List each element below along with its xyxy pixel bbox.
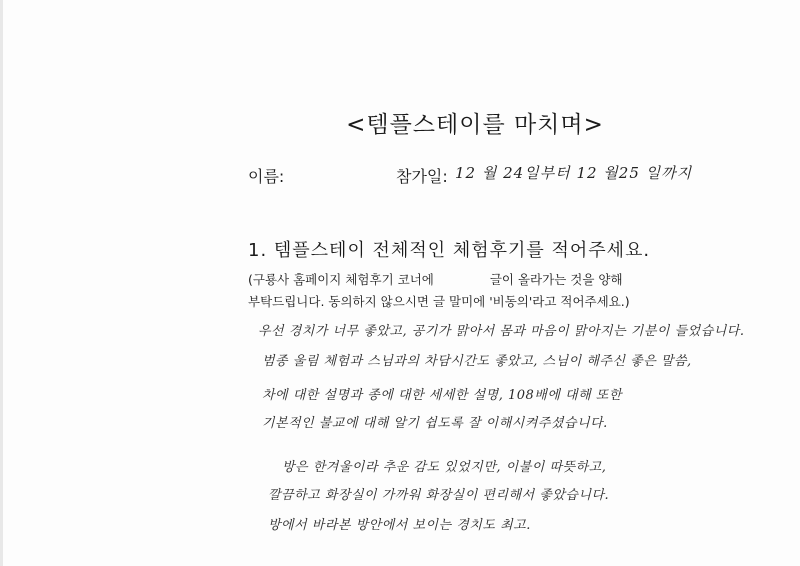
handwritten-line: 기본적인 불교에 대해 알기 쉽도록 잘 이해시켜주셨습니다. — [262, 416, 608, 431]
handwritten-line: 범종 울림 체험과 스님과의 차담시간도 좋았고, 스님이 해주신 좋은 말씀, — [262, 354, 692, 369]
handwritten-line: 깔끔하고 화장실이 가까워 화장실이 편리해서 좋았습니다. — [268, 488, 610, 503]
consent-note-part-2: 글이 올라가는 것을 양해 — [489, 272, 623, 287]
consent-note-part-1: (구룡사 홈페이지 체험후기 코너에 — [248, 272, 434, 287]
handwritten-line: 우선 경치가 너무 좋았고, 공기가 맑아서 몸과 마음이 맑아지는 기분이 들었습니다. — [258, 324, 745, 339]
consent-note-line-2: 부탁드립니다. 동의하지 않으시면 글 말미에 '비동의'라고 적어주세요.) — [248, 294, 630, 309]
handwritten-line: 방에서 바라본 방안에서 보이는 경치도 최고. — [268, 518, 531, 533]
document-title: <템플스테이를 마치며> — [346, 112, 604, 138]
scan-edge — [0, 0, 3, 566]
handwritten-line: 방은 한겨울이라 추운 감도 있었지만, 이불이 따뜻하고, — [282, 460, 607, 475]
name-label: 이름: — [248, 167, 285, 186]
participation-date-label: 참가일: — [396, 167, 448, 186]
info-row — [0, 164, 800, 188]
consent-note-line-1 — [248, 270, 623, 288]
participation-date-value: 12 월 24일부터 12 월25 일까지 — [455, 164, 693, 182]
handwritten-line: 차에 대한 설명과 종에 대한 세세한 설명, 108배에 대해 또한 — [262, 388, 622, 403]
section-heading: 1. 템플스테이 전체적인 체험후기를 적어주세요. — [248, 240, 651, 261]
